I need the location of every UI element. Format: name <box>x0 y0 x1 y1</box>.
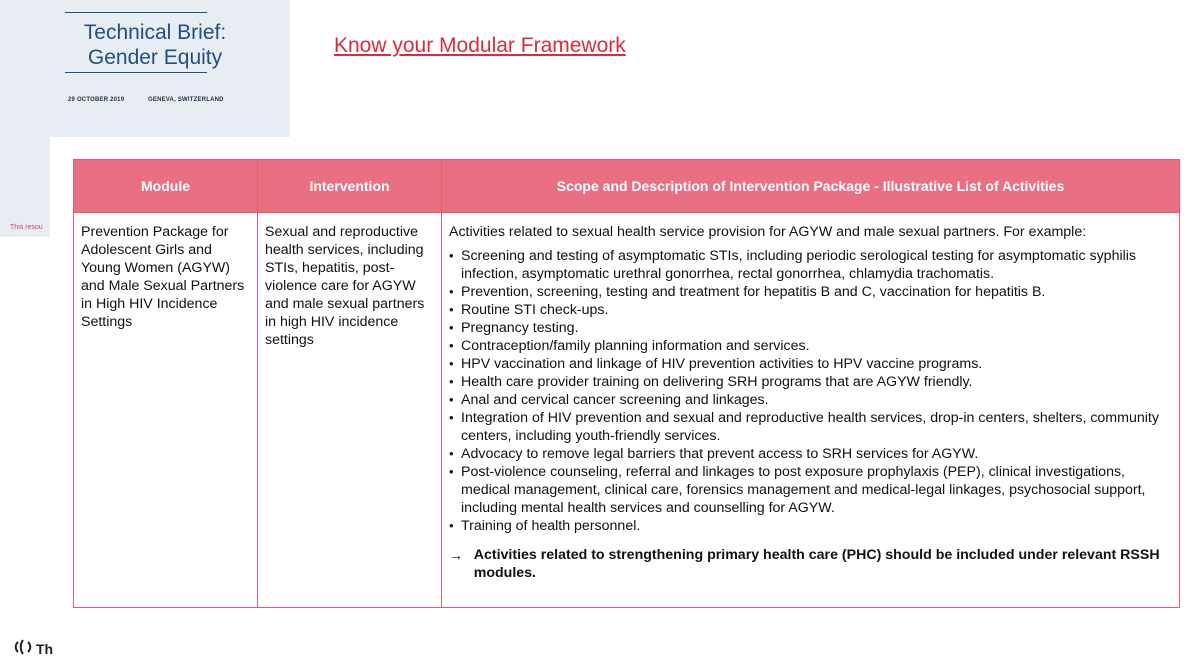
intervention-cell: Sexual and reproductive health services, including STIs, hepatitis, post-violence care for AGYW and male sexual partners in high HIV incidence settings <box>258 213 442 608</box>
header-scope: Scope and Description of Intervention Package - Illustrative List of Activities <box>442 160 1180 213</box>
modular-framework-link[interactable]: Know your Modular Framework <box>334 34 626 57</box>
table-header-row <box>74 160 1180 213</box>
activity-item: • Prevention, screening, testing and treatment for hepatitis B and C, vaccination for hepatitis B. <box>449 283 1172 301</box>
activity-item: • Health care provider training on delivering SRH programs that are AGYW friendly. <box>449 373 1172 391</box>
global-fund-logo <box>14 638 54 659</box>
scope-intro: Activities related to sexual health service provision for AGYW and male sexual partners. For example: <box>449 224 1087 240</box>
header-module: Module <box>74 160 258 213</box>
modular-framework-table <box>73 159 1180 608</box>
activity-item: • Contraception/family planning information and services. <box>449 337 1172 355</box>
phc-note-text: Activities related to strengthening primary health care (PHC) should be included under relevant RSSH modules. <box>473 547 1160 581</box>
brief-title-line2: Gender Equity <box>87 46 223 69</box>
brief-bottom-rule <box>65 72 207 73</box>
modular-framework-table-wrap <box>73 159 1179 608</box>
activities-list <box>449 247 1172 535</box>
activity-item: • Pregnancy testing. <box>449 319 1172 337</box>
brief-top-rule <box>65 12 207 13</box>
module-cell: Prevention Package for Adolescent Girls and Young Women (AGYW) and Male Sexual Partners in High HIV Incidence Settings <box>74 213 258 608</box>
brief-date: 29 OCTOBER 2019 <box>68 97 125 103</box>
scope-cell <box>442 213 1180 608</box>
activity-item: • Anal and cervical cancer screening and linkages. <box>449 391 1172 409</box>
brief-cover-strip <box>0 137 50 237</box>
technical-brief-cover <box>0 0 290 137</box>
brief-place: GENEVA, SWITZERLAND <box>148 97 224 103</box>
global-fund-logo-icon <box>14 638 32 659</box>
brief-title <box>50 20 260 70</box>
activity-item: • Routine STI check-ups. <box>449 301 1172 319</box>
activity-item: • Screening and testing of asymptomatic STIs, including periodic serological testing for asymptomatic syphilis infection, asymptomatic urethral gonorrhea, rectal gonorrhea, chlamydia trachomatis. <box>449 247 1172 283</box>
table-row <box>74 213 1180 608</box>
right-arrow-icon: → <box>449 547 463 563</box>
activity-item: • Post-violence counseling, referral and linkages to post exposure prophylaxis (PEP), clinical investigations, medical management, clinical care, forensics management and medical-legal linkages, psychosocial support, including mental health services and counselling for AGYW. <box>449 463 1172 517</box>
brief-title-line1: Technical Brief: <box>83 21 227 44</box>
activity-item: • HPV vaccination and linkage of HIV prevention activities to HPV vaccine programs. <box>449 355 1172 373</box>
activity-item: • Advocacy to remove legal barriers that prevent access to SRH services for AGYW. <box>449 445 1172 463</box>
activity-item: • Integration of HIV prevention and sexual and reproductive health services, drop-in centers, shelters, community centers, including youth-friendly services. <box>449 409 1172 445</box>
header-intervention: Intervention <box>258 160 442 213</box>
activity-item: • Training of health personnel. <box>449 517 1172 535</box>
logo-text: Th <box>36 640 54 657</box>
resource-note: This resou <box>10 224 43 231</box>
phc-note <box>449 546 1172 582</box>
